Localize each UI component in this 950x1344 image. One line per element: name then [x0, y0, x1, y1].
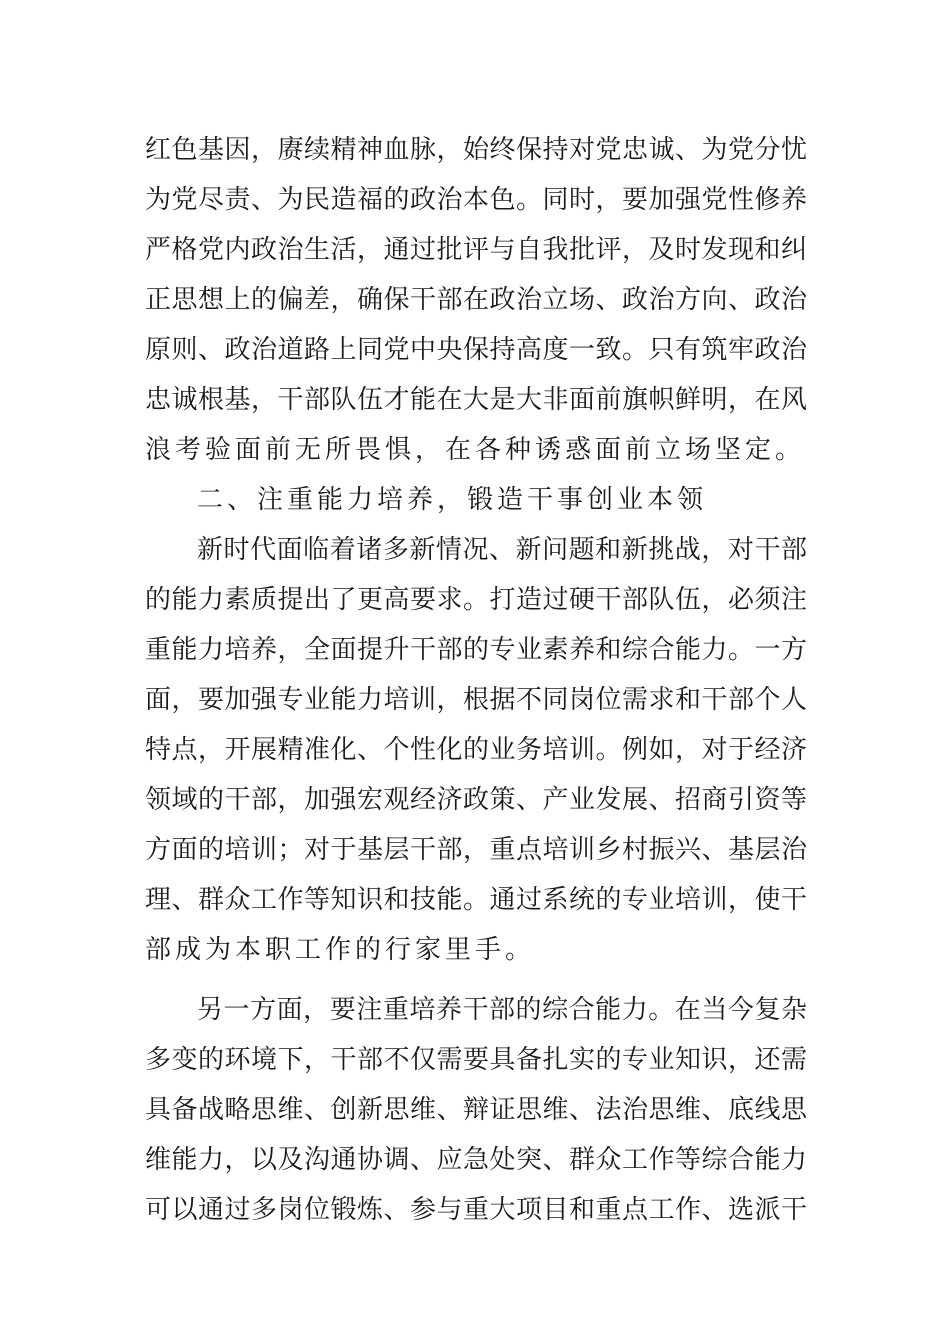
- section-heading: 二、注重能力培养，锻造干事创业本领: [197, 485, 708, 515]
- text-line: 忠诚根基，干部队伍才能在大是大非面前旗帜鲜明，在风: [145, 385, 807, 415]
- text-line: 理、群众工作等知识和技能。通过系统的专业培训，使干: [145, 885, 807, 915]
- text-line: 具备战略思维、创新思维、辩证思维、法治思维、底线思: [145, 1095, 807, 1125]
- text-line: 维能力，以及沟通协调、应急处突、群众工作等综合能力: [145, 1145, 807, 1175]
- text-line: 重能力培养，全面提升干部的专业素养和综合能力。一方: [145, 635, 807, 665]
- text-line: 特点，开展精准化、个性化的业务培训。例如，对于经济: [145, 735, 807, 765]
- text-line: 可以通过多岗位锻炼、参与重大项目和重点工作、选派干: [145, 1195, 807, 1225]
- text-line: 原则、政治道路上同党中央保持高度一致。只有筑牢政治: [145, 335, 807, 365]
- text-line: 新时代面临着诸多新情况、新问题和新挑战，对干部: [197, 535, 807, 565]
- text-line: 面，要加强专业能力培训，根据不同岗位需求和干部个人: [145, 685, 807, 715]
- text-line: 红色基因，赓续精神血脉，始终保持对党忠诚、为党分忧: [145, 135, 807, 165]
- text-line: 领域的干部，加强宏观经济政策、产业发展、招商引资等: [145, 785, 807, 815]
- text-line: 的能力素质提出了更高要求。打造过硬干部队伍，必须注: [145, 585, 807, 615]
- text-line: 严格党内政治生活，通过批评与自我批评，及时发现和纠: [145, 235, 807, 265]
- text-line: 正思想上的偏差，确保干部在政治立场、政治方向、政治: [145, 285, 807, 315]
- text-line: 为党尽责、为民造福的政治本色。同时，要加强党性修养: [145, 185, 807, 215]
- text-line: 部成为本职工作的行家里手。: [145, 935, 536, 965]
- text-line: 多变的环境下，干部不仅需要具备扎实的专业知识，还需: [145, 1045, 807, 1075]
- text-line: 浪考验面前无所畏惧，在各种诱惑面前立场坚定。: [145, 435, 806, 465]
- text-line: 另一方面，要注重培养干部的综合能力。在当今复杂: [197, 995, 807, 1025]
- text-line: 方面的培训；对于基层干部，重点培训乡村振兴、基层治: [145, 835, 807, 865]
